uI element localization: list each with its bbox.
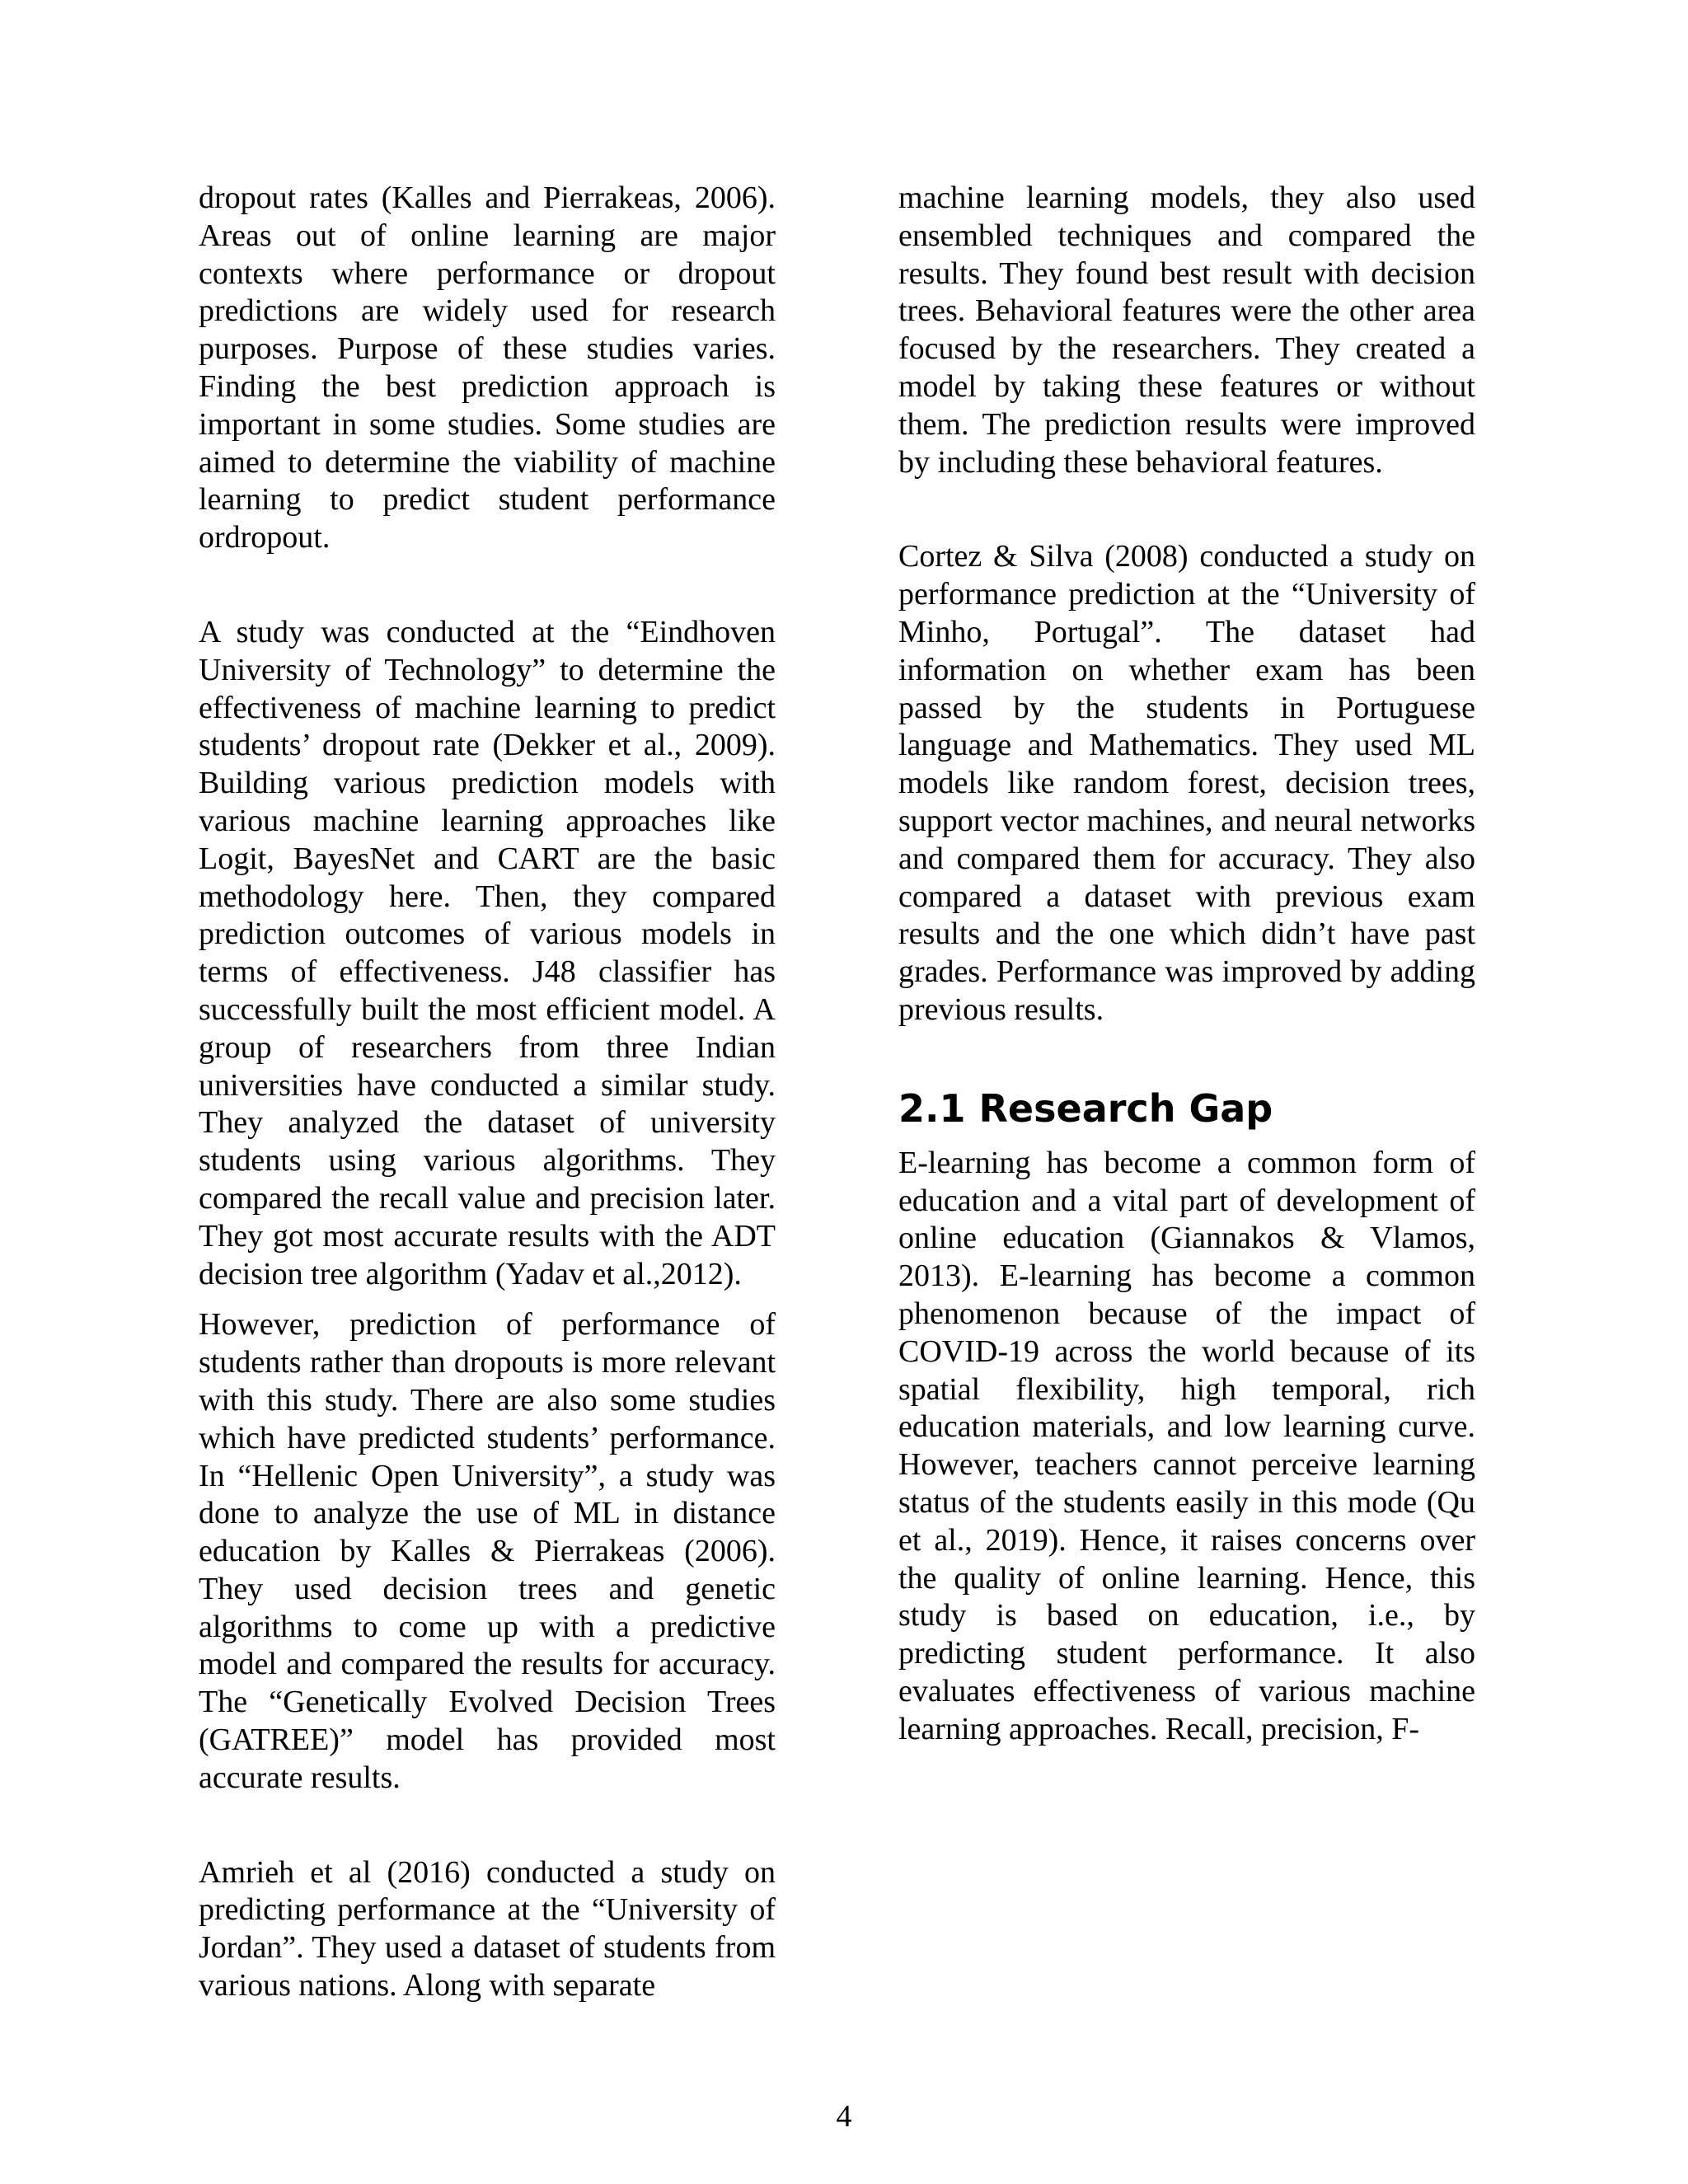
paragraph-jordan-study: Amrieh et al (2016) conducted a study on predicting performance at the “University of Jordan”. They used a dataset of students from various nations. Along with separate: [199, 1854, 776, 2004]
section-heading-research-gap: 2.1 Research Gap: [898, 1085, 1273, 1131]
paragraph-hellenic-study: However, prediction of performance of students rather than dropouts is more relevant with this study. There are also some studies which have predicted students’ performance. In “Hellenic Open University”, a study was done to analyze the use of ML in distance education by Kalles & Pierrakeas (2006). They used decision trees and genetic algorithms to come up with a predictive model and compared the results for accuracy. The “Genetically Evolved Decision Trees (GATREE)” model has provided most accurate results.: [199, 1307, 776, 1795]
paragraph-ensemble-techniques: machine learning models, they also used ensembled techniques and compared the results. They found best result with decision trees. Behavioral features were the other area focused by the researchers. They created a model by taking these features or without them. The prediction results were improved by including these behavioral features.: [898, 180, 1475, 480]
left-column: [199, 180, 776, 2005]
right-column: [898, 180, 1475, 1748]
page-number: 4: [836, 2099, 852, 2134]
paragraph-eindhoven-study: A study was conducted at the “Eindhoven University of Technology” to determine the effectiveness of machine learning to predict students’ dropout rate (Dekker et al., 2009). Building various prediction models with various machine learning approaches like Logit, BayesNet and CART are the basic methodology here. Then, they compared prediction outcomes of various models in terms of effectiveness. J48 classifier has successfully built the most efficient model. A group of researchers from three Indian universities have conducted a similar study. They analyzed the dataset of university students using various algorithms. They compared the recall value and precision later. They got most accurate results with the ADT decision tree algorithm (Yadav et al.,2012).: [199, 614, 776, 1291]
paragraph-minho-study: Cortez & Silva (2008) conducted a study on performance prediction at the “University of Minho, Portugal”. The dataset had information on whether exam has been passed by the students in Portuguese language and Mathematics. They used ML models like random forest, decision trees, support vector machines, and neural networks and compared them for accuracy. They also compared a dataset with previous exam results and the one which didn’t have past grades. Performance was improved by adding previous results.: [898, 539, 1475, 1027]
paragraph-dropout-contexts: dropout rates (Kalles and Pierrakeas, 2006). Areas out of online learning are major contexts where performance or dropout predictions are widely used for research purposes. Purpose of these studies varies. Finding the best prediction approach is important in some studies. Some studies are aimed to determine the viability of machine learning to predict student performance ordropout.: [199, 180, 776, 555]
paragraph-research-gap: E-learning has become a common form of education and a vital part of development of online education (Giannakos & Vlamos, 2013). E-learning has become a common phenomenon because of the impact of COVID-19 across the world because of its spatial flexibility, high temporal, rich education materials, and low learning curve. However, teachers cannot perceive learning status of the students easily in this mode (Qu et al., 2019). Hence, it raises concerns over the quality of online learning. Hence, this study is based on education, i.e., by predicting student performance. It also evaluates effectiveness of various machine learning approaches. Recall, precision, F-: [898, 1145, 1475, 1746]
